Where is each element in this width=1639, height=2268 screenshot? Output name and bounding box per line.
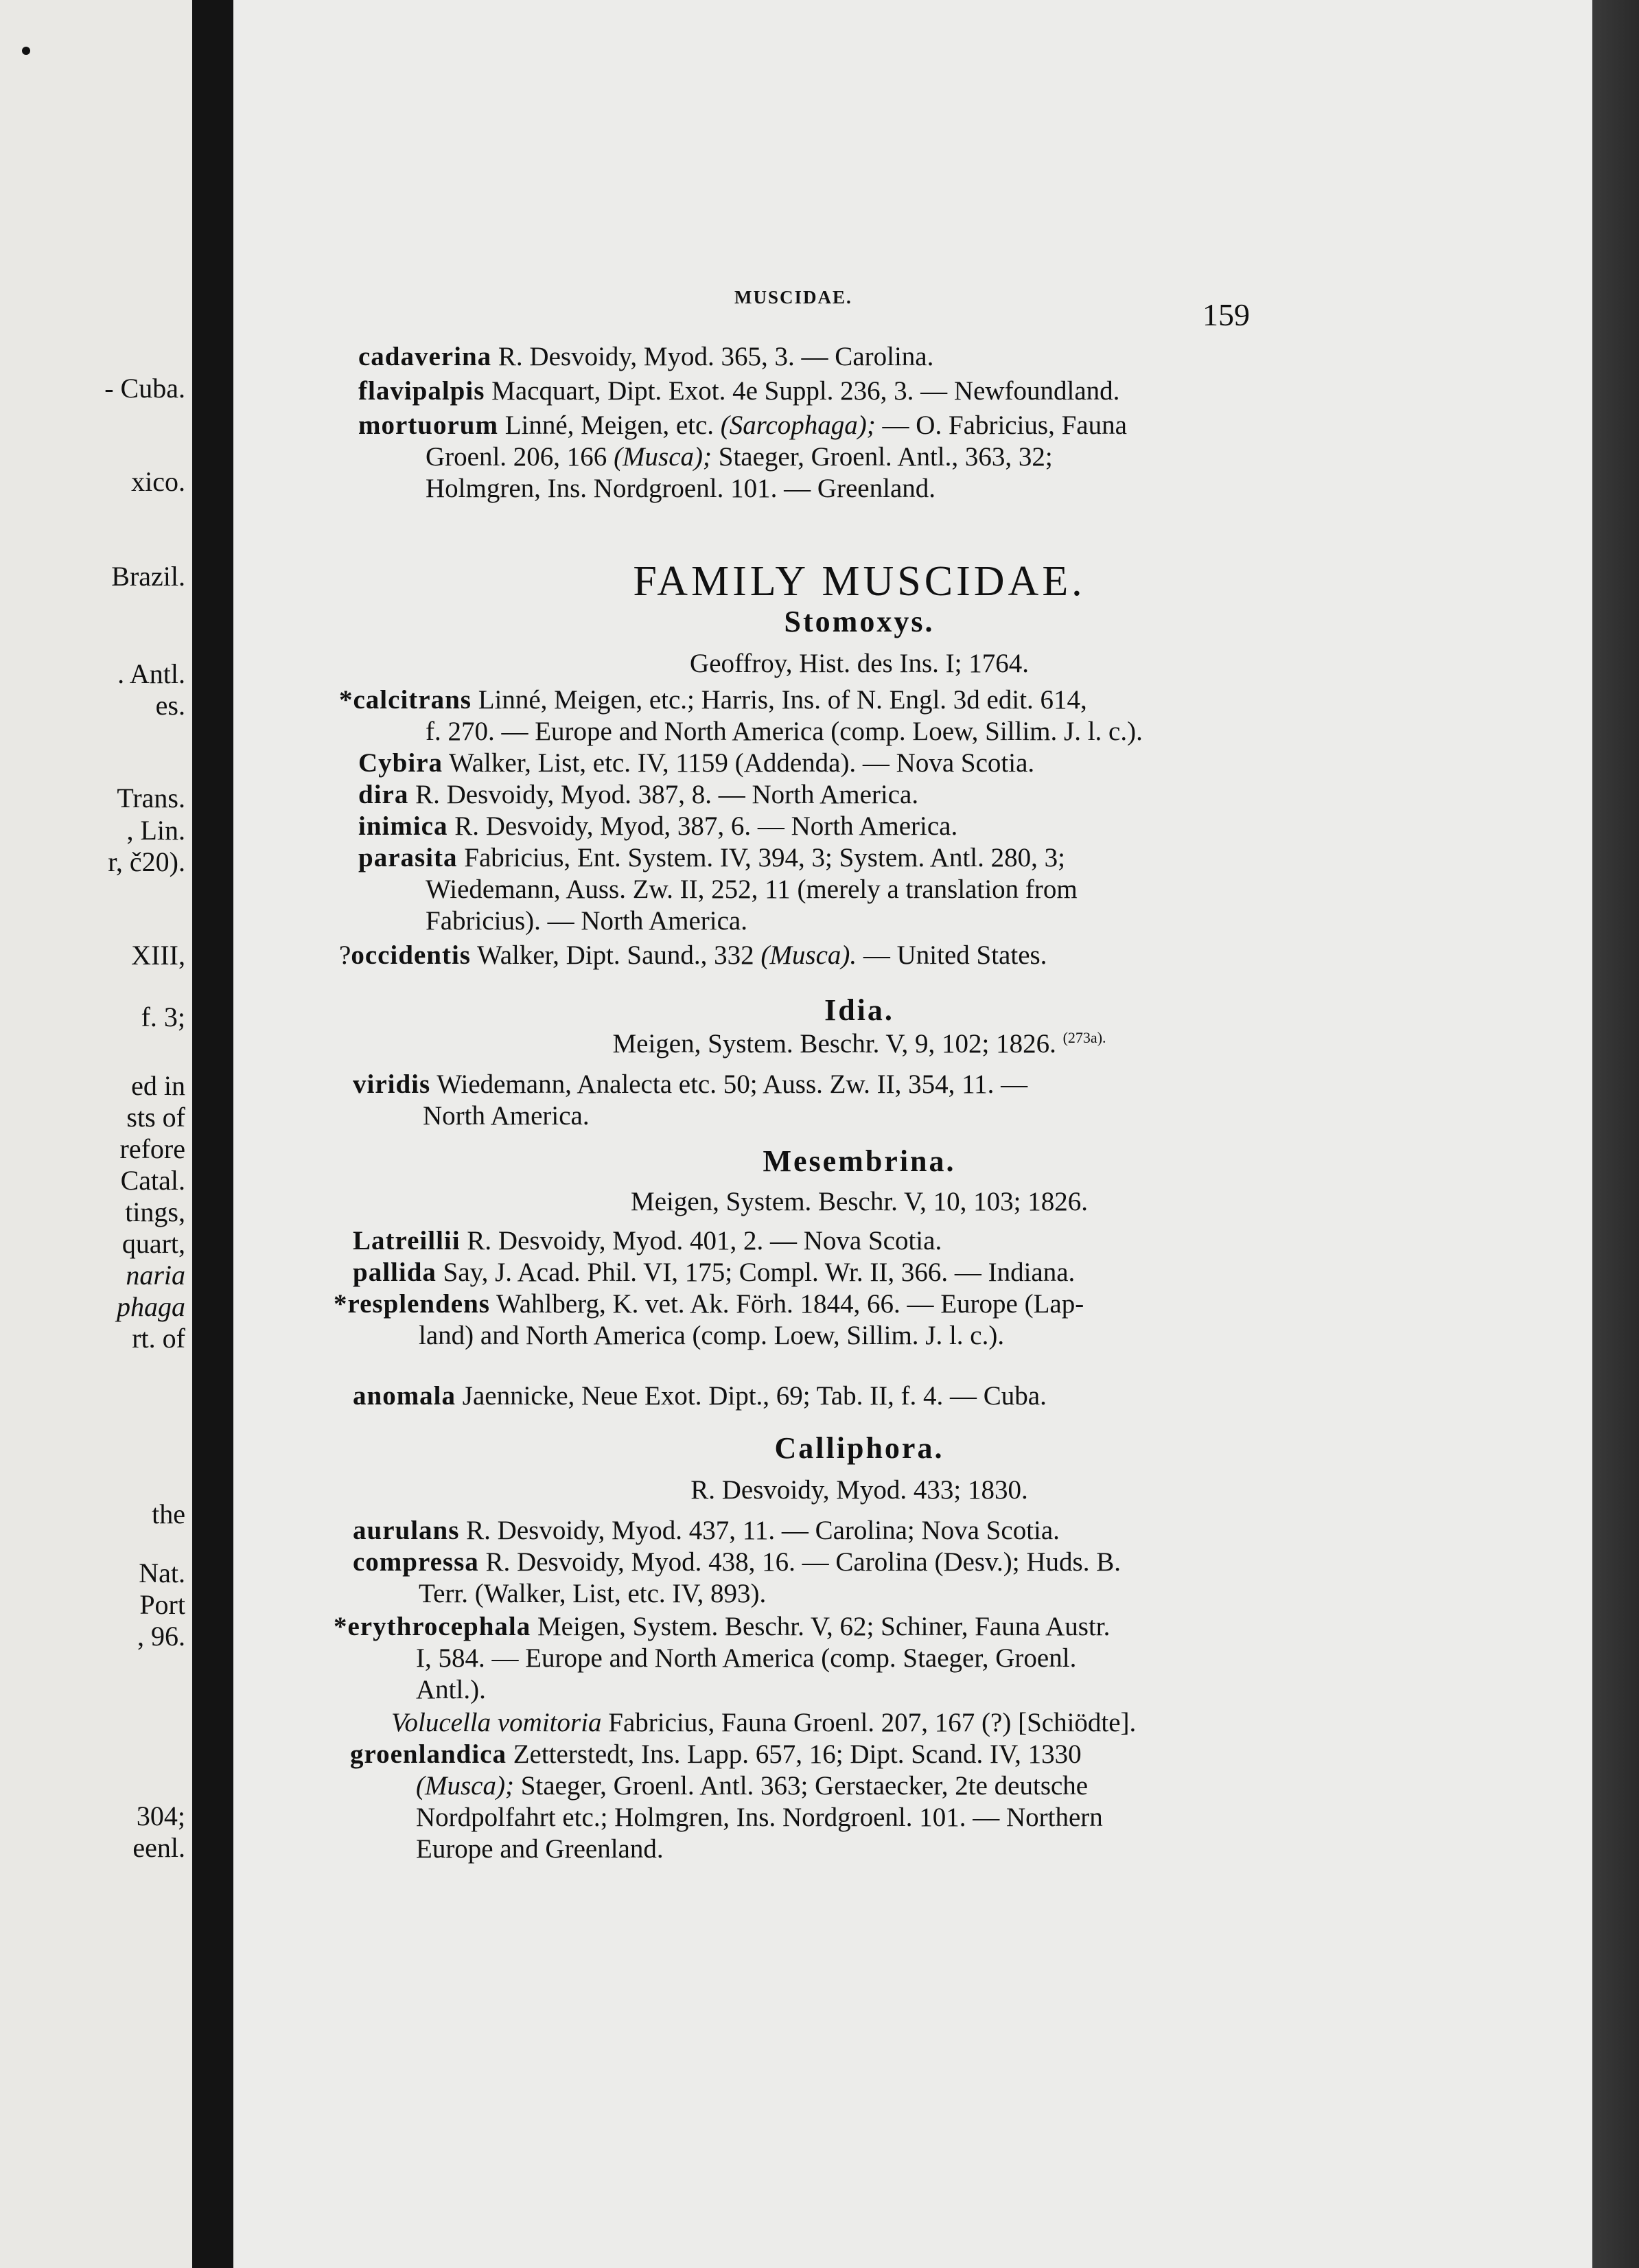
species-name: resplendens — [347, 1289, 490, 1319]
left-page-fragment: tings, — [125, 1196, 185, 1227]
species-entry — [334, 1613, 1110, 1640]
citation-line: f. 270. — Europe and North America (comp. Loew, Sillim. J. l. c.). — [426, 717, 1143, 746]
citation-line: North America. — [423, 1101, 590, 1131]
species-name: dira — [358, 780, 409, 809]
citation: Fabricius, Ent. System. IV, 394, 3; System. Antl. 280, 3; — [457, 843, 1065, 872]
previous-page — [0, 0, 192, 2268]
left-page-fragment: the — [152, 1498, 185, 1529]
species-entry — [353, 1382, 1047, 1409]
species-entry — [350, 1741, 1082, 1768]
species-entry — [358, 813, 957, 840]
species-name: erythrocephala — [347, 1612, 531, 1641]
left-page-fragment: XIII, — [131, 940, 185, 971]
species-name: flavipalpis — [358, 376, 485, 406]
citation: Zetterstedt, Ins. Lapp. 657, 16; Dipt. Scand. IV, 1330 — [506, 1739, 1082, 1769]
citation: Wahlberg, K. vet. Ak. Förh. 1844, 66. — Europe (Lap- — [490, 1289, 1084, 1319]
citation: Wiedemann, Analecta etc. 50; Auss. Zw. II, 354, 11. — — [430, 1069, 1028, 1099]
citation: Linné, Meigen, etc.; Harris, Ins. of N. Engl. 3d edit. 614, — [471, 685, 1087, 715]
genus-authority — [0, 1028, 1639, 1059]
left-page-fragment: , Lin. — [126, 815, 185, 846]
citation-line: land) and North America (comp. Loew, Sillim. J. l. c.). — [419, 1321, 1005, 1350]
species-name: pallida — [353, 1258, 437, 1287]
citation: Meigen, System. Beschr. V, 62; Schiner, Fauna Austr. — [531, 1612, 1111, 1641]
citation: R. Desvoidy, Myod, 387, 6. — North America. — [447, 811, 958, 841]
left-page-fragment: phaga — [117, 1291, 185, 1322]
species-entry — [353, 1549, 1121, 1575]
citation: Say, J. Acad. Phil. VI, 175; Compl. Wr. II, 366. — Indiana. — [436, 1258, 1076, 1287]
genus-authority: Meigen, System. Beschr. V, 10, 103; 1826. — [631, 1187, 1088, 1216]
citation: Jaennicke, Neue Exot. Dipt., 69; Tab. II, f. 4. — Cuba. — [456, 1381, 1047, 1411]
left-page-fragment: Nat. — [139, 1558, 185, 1588]
citation: R. Desvoidy, Myod. 365, 3. — Carolina. — [491, 342, 934, 371]
species-entry — [334, 1291, 1084, 1317]
left-page-fragment: . Antl. — [117, 658, 185, 689]
species-entry — [358, 343, 933, 370]
genus-heading: Idia. — [824, 993, 894, 1027]
species-name: groenlandica — [350, 1739, 507, 1769]
book-spine — [192, 0, 233, 2268]
citation: Linné, Meigen, etc. — [498, 410, 721, 440]
species-name: compressa — [353, 1547, 479, 1577]
citation-line: Wiedemann, Auss. Zw. II, 252, 11 (merely a translation from — [426, 875, 1078, 904]
ink-dot — [22, 47, 30, 55]
family-title: FAMILY MUSCIDAE. — [633, 558, 1086, 605]
citation: Groenl. 206, 166 — [426, 442, 614, 472]
running-head: MUSCIDAE. — [734, 287, 852, 308]
genus-heading: Stomoxys. — [784, 605, 935, 638]
doubt-marker: ? — [339, 940, 351, 970]
left-page-fragment: naria — [126, 1260, 185, 1291]
citation-italic: (Sarcophaga); — [720, 410, 876, 440]
type-marker: * — [334, 1612, 348, 1641]
citation: R. Desvoidy, Myod. 437, 11. — Carolina; Nova Scotia. — [459, 1516, 1060, 1545]
citation-line: I, 584. — Europe and North America (comp. Staeger, Groenl. — [416, 1643, 1077, 1673]
citation-line: Holmgren, Ins. Nordgroenl. 101. — Greenland. — [426, 474, 935, 503]
left-page-fragment: Catal. — [120, 1165, 185, 1196]
left-page-fragment: xico. — [131, 466, 185, 497]
left-page-fragment: 304; — [136, 1801, 185, 1831]
citation: R. Desvoidy, Myod. 387, 8. — North America. — [408, 780, 919, 809]
citation-line — [416, 1772, 1088, 1799]
citation: — O. Fabricius, Fauna — [875, 410, 1127, 440]
species-entry — [358, 412, 1127, 439]
citation: Fabricius, Fauna Groenl. 207, 167 (?) [Schiödte]. — [601, 1708, 1137, 1737]
species-name: calcitrans — [353, 685, 472, 715]
species-name: Latreillii — [353, 1226, 461, 1256]
citation-line: Antl.). — [416, 1675, 486, 1704]
left-page-fragment: r, č20). — [108, 846, 185, 877]
citation-italic: (Musca); — [416, 1771, 514, 1801]
species-name: Cybira — [358, 748, 443, 778]
species-name: viridis — [353, 1069, 431, 1099]
citation: Macquart, Dipt. Exot. 4e Suppl. 236, 3. — Newfoundland. — [485, 376, 1120, 406]
citation-italic: (Musca). — [760, 940, 857, 970]
page-edge-shadow — [1592, 0, 1639, 2268]
species-entry — [358, 378, 1119, 404]
species-entry — [358, 781, 918, 808]
citation-line — [426, 443, 1053, 470]
species-entry — [353, 1227, 942, 1254]
page-number: 159 — [1202, 297, 1250, 332]
species-name: anomala — [353, 1381, 456, 1411]
citation-line: Nordpolfahrt etc.; Holmgren, Ins. Nordgroenl. 101. — Northern — [416, 1803, 1103, 1832]
genus-authority: R. Desvoidy, Myod. 433; 1830. — [690, 1475, 1028, 1505]
species-entry — [353, 1071, 1027, 1098]
citation: Staeger, Groenl. Antl., 363, 32; — [712, 442, 1053, 472]
left-page-fragment: es. — [155, 690, 185, 721]
type-marker: * — [334, 1289, 348, 1319]
type-marker: * — [339, 685, 353, 715]
left-page-fragment: eenl. — [132, 1832, 185, 1863]
species-name: occidentis — [351, 940, 471, 970]
citation-line: Fabricius). — North America. — [426, 906, 747, 936]
left-page-fragment: - Cuba. — [104, 373, 185, 404]
species-name: aurulans — [353, 1516, 460, 1545]
citation: Staeger, Groenl. Antl. 363; Gerstaecker, 2te deutsche — [513, 1771, 1089, 1801]
footnote-ref: (273a). — [1062, 1029, 1106, 1046]
species-entry — [339, 942, 1047, 969]
left-page-fragment: f. 3; — [141, 1002, 185, 1032]
authority-text: Meigen, System. Beschr. V, 9, 102; 1826. — [612, 1029, 1056, 1058]
citation: R. Desvoidy, Myod. 438, 16. — Carolina (Desv.); Huds. B. — [478, 1547, 1121, 1577]
species-name: parasita — [358, 843, 458, 872]
species-name: mortuorum — [358, 410, 498, 440]
left-page-fragment: rt. of — [132, 1323, 185, 1354]
species-entry — [358, 750, 1034, 776]
species-name: cadaverina — [358, 342, 492, 371]
left-page-fragment: sts of — [126, 1102, 185, 1133]
left-page-fragment: , 96. — [137, 1621, 185, 1652]
species-entry — [358, 844, 1065, 871]
species-entry — [353, 1259, 1075, 1286]
species-entry — [339, 686, 1087, 713]
synonym-entry — [391, 1709, 1136, 1736]
left-page-fragment: quart, — [121, 1228, 185, 1259]
species-entry — [353, 1517, 1060, 1544]
citation-italic: (Musca); — [614, 442, 712, 472]
genus-authority: Geoffroy, Hist. des Ins. I; 1764. — [690, 649, 1029, 678]
left-page-fragment: Brazil. — [111, 561, 185, 592]
citation: Walker, Dipt. Saund., 332 — [470, 940, 761, 970]
left-page-fragment: ed in — [131, 1070, 185, 1101]
citation-line: Terr. (Walker, List, etc. IV, 893). — [419, 1579, 767, 1608]
citation: R. Desvoidy, Myod. 401, 2. — Nova Scotia. — [460, 1226, 942, 1256]
synonym-name: Volucella vomitoria — [391, 1708, 602, 1737]
left-page-fragment: Trans. — [117, 783, 185, 813]
species-name: inimica — [358, 811, 448, 841]
citation-line: Europe and Greenland. — [416, 1834, 664, 1864]
genus-heading: Calliphora. — [774, 1431, 944, 1465]
left-page-fragment: refore — [119, 1133, 185, 1164]
citation: Walker, List, etc. IV, 1159 (Addenda). — Nova Scotia. — [443, 748, 1035, 778]
left-page-fragment: Port — [139, 1589, 185, 1620]
page — [233, 0, 1592, 2268]
genus-heading: Mesembrina. — [763, 1144, 956, 1178]
citation: — United States. — [857, 940, 1047, 970]
